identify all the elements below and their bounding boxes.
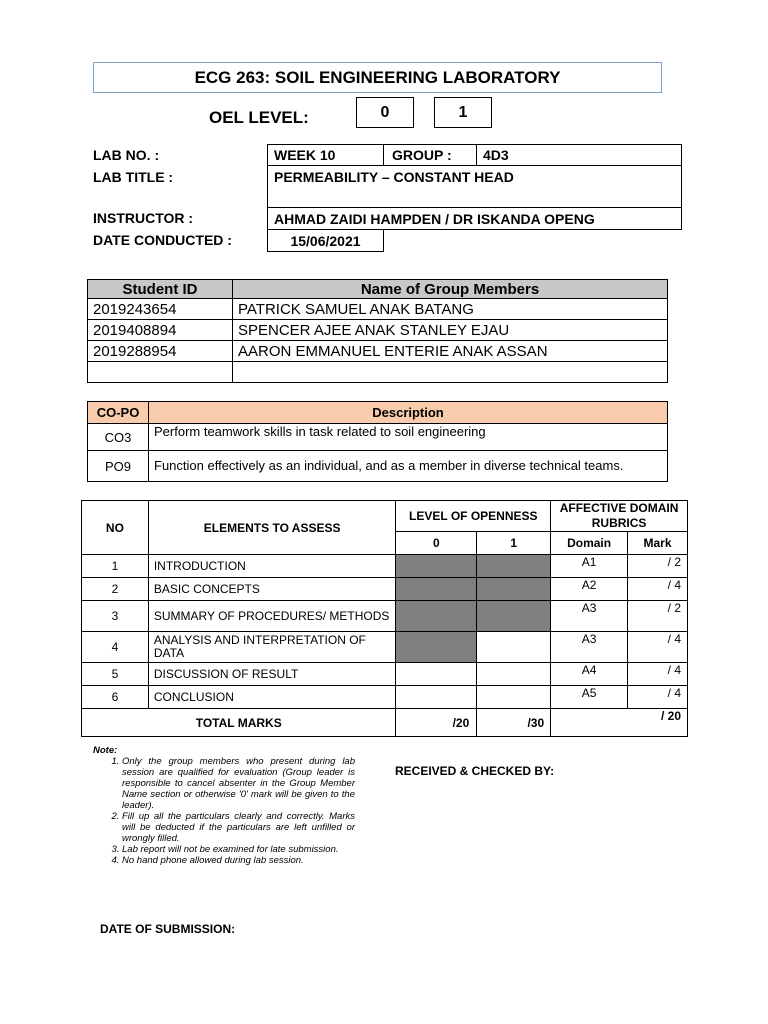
note-item: 1. Only the group members who present during lab session are qualified for evaluation (Group leader is responsible to cancel absenter in the Group Member Name section or otherwise '0' mark will be given to the leader).	[122, 756, 355, 811]
level-1-cell	[477, 632, 551, 663]
oel-level-1-box: 1	[434, 97, 492, 128]
notes-section	[93, 745, 355, 866]
student-id-cell: 2019288954	[88, 341, 233, 362]
table-row	[88, 320, 668, 341]
received-checked-label: RECEIVED & CHECKED BY:	[395, 764, 555, 778]
level-1-cell	[477, 686, 551, 709]
element-name: INTRODUCTION	[148, 555, 396, 578]
domain-cell: A3	[551, 632, 628, 663]
table-row	[82, 686, 688, 709]
copo-code-cell: CO3	[88, 424, 149, 451]
mark-cell: / 4	[628, 663, 688, 686]
mark-header: Mark	[628, 532, 688, 555]
oel-level-0-box: 0	[356, 97, 414, 128]
student-id-cell: 2019408894	[88, 320, 233, 341]
member-name-cell: PATRICK SAMUEL ANAK BATANG	[233, 299, 668, 320]
element-name: ANALYSIS AND INTERPRETATION OF DATA	[148, 632, 396, 663]
lab-title-value: PERMEABILITY – CONSTANT HEAD	[267, 165, 682, 208]
openness-level-1-header: 1	[477, 532, 551, 555]
table-row	[82, 601, 688, 632]
table-header-row	[88, 402, 668, 424]
no-header: NO	[82, 501, 149, 555]
mark-cell: / 2	[628, 601, 688, 632]
element-name: BASIC CONCEPTS	[148, 578, 396, 601]
row-number: 4	[82, 632, 149, 663]
elements-header: ELEMENTS TO ASSESS	[148, 501, 396, 555]
member-name-cell: SPENCER AJEE ANAK STANLEY EJAU	[233, 320, 668, 341]
table-row	[82, 578, 688, 601]
table-row	[88, 451, 668, 482]
document-title: ECG 263: SOIL ENGINEERING LABORATORY	[93, 62, 662, 93]
date-conducted-label: DATE CONDUCTED :	[93, 232, 232, 248]
row-number: 2	[82, 578, 149, 601]
element-name: DISCUSSION OF RESULT	[148, 663, 396, 686]
table-row	[88, 341, 668, 362]
mark-cell: / 4	[628, 578, 688, 601]
table-row	[88, 362, 668, 383]
date-of-submission-label: DATE OF SUBMISSION:	[100, 922, 236, 936]
level-1-cell	[477, 601, 551, 632]
member-name-cell: AARON EMMANUEL ENTERIE ANAK ASSAN	[233, 341, 668, 362]
table-header-row	[82, 501, 688, 532]
instructor-value: AHMAD ZAIDI HAMPDEN / DR ISKANDA OPENG	[267, 207, 682, 230]
copo-code-cell: PO9	[88, 451, 149, 482]
member-name-header: Name of Group Members	[233, 280, 668, 299]
mark-cell: / 4	[628, 632, 688, 663]
total-level-0: /20	[396, 709, 477, 737]
level-0-cell	[396, 686, 477, 709]
description-header: Description	[149, 402, 668, 424]
table-row	[82, 632, 688, 663]
table-row	[82, 663, 688, 686]
copo-table	[87, 401, 668, 482]
note-item: 2. Fill up all the particulars clearly and correctly. Marks will be deducted if the particulars are left unfilled or wrongly filled.	[122, 811, 355, 844]
group-value: 4D3	[476, 144, 682, 166]
copo-header: CO-PO	[88, 402, 149, 424]
lab-no-value: WEEK 10	[267, 144, 384, 166]
domain-cell: A3	[551, 601, 628, 632]
domain-cell: A1	[551, 555, 628, 578]
lab-no-label: LAB NO. :	[93, 147, 160, 163]
level-1-cell	[477, 663, 551, 686]
domain-cell: A2	[551, 578, 628, 601]
oel-level-label: OEL LEVEL:	[209, 108, 309, 127]
row-number: 5	[82, 663, 149, 686]
level-0-cell	[396, 555, 477, 578]
lab-title-label: LAB TITLE :	[93, 169, 174, 185]
row-number: 1	[82, 555, 149, 578]
element-name: SUMMARY OF PROCEDURES/ METHODS	[148, 601, 396, 632]
note-item: 3. Lab report will not be examined for late submission.	[122, 844, 355, 855]
assessment-table	[81, 500, 688, 737]
level-0-cell	[396, 578, 477, 601]
row-number: 6	[82, 686, 149, 709]
mark-cell: / 4	[628, 686, 688, 709]
total-level-1: /30	[477, 709, 551, 737]
openness-level-0-header: 0	[396, 532, 477, 555]
level-1-cell	[477, 578, 551, 601]
domain-header: Domain	[551, 532, 628, 555]
openness-header: LEVEL OF OPENNESS	[396, 501, 551, 532]
domain-cell: A4	[551, 663, 628, 686]
copo-description-cell: Function effectively as an individual, and as a member in diverse technical teams.	[149, 451, 668, 482]
group-label: GROUP :	[383, 144, 477, 166]
notes-title: Note:	[93, 745, 118, 756]
date-conducted-value: 15/06/2021	[267, 229, 384, 252]
table-header-row	[88, 280, 668, 299]
mark-cell: / 2	[628, 555, 688, 578]
total-marks-label: TOTAL MARKS	[82, 709, 396, 737]
total-row	[82, 709, 688, 737]
total-affective: / 20	[551, 709, 688, 737]
note-item: 4. No hand phone allowed during lab session.	[122, 855, 355, 866]
level-0-cell	[396, 632, 477, 663]
group-members-table	[87, 279, 668, 383]
student-id-header: Student ID	[88, 280, 233, 299]
level-0-cell	[396, 663, 477, 686]
row-number: 3	[82, 601, 149, 632]
student-id-cell: 2019243654	[88, 299, 233, 320]
table-row	[88, 299, 668, 320]
domain-cell: A5	[551, 686, 628, 709]
level-0-cell	[396, 601, 477, 632]
student-id-cell	[88, 362, 233, 383]
element-name: CONCLUSION	[148, 686, 396, 709]
table-row	[82, 555, 688, 578]
copo-description-cell: Perform teamwork skills in task related to soil engineering	[149, 424, 668, 451]
member-name-cell	[233, 362, 668, 383]
table-row	[88, 424, 668, 451]
affective-header: AFFECTIVE DOMAIN RUBRICS	[551, 501, 688, 532]
level-1-cell	[477, 555, 551, 578]
instructor-label: INSTRUCTOR :	[93, 210, 194, 226]
